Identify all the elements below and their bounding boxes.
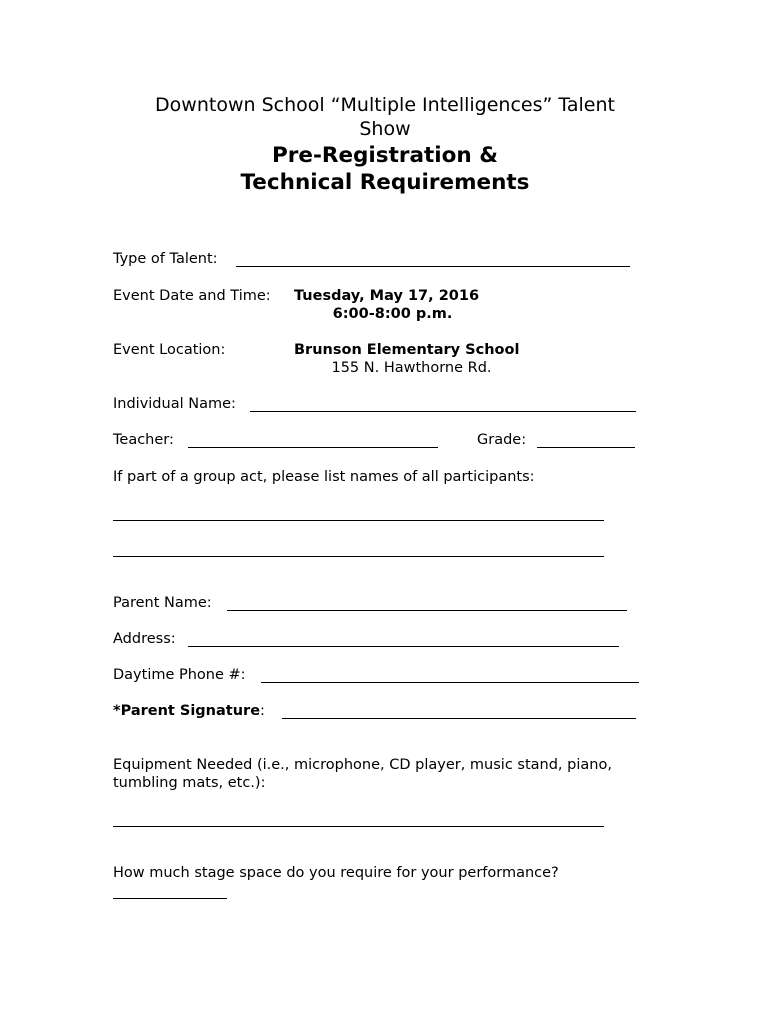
date-label: Event Date and Time: — [113, 288, 271, 304]
form-title-line2: Technical Requirements — [240, 170, 530, 195]
event-date: Tuesday, May 17, 2016 — [294, 288, 480, 304]
teacher-field[interactable] — [188, 447, 438, 448]
participants-field-2[interactable] — [113, 556, 604, 557]
location-name: Brunson Elementary School — [294, 342, 520, 358]
location-address: 155 N. Hawthorne Rd. — [331, 360, 492, 376]
form-title-line1: Pre-Registration & — [272, 143, 498, 168]
event-time: 6:00-8:00 p.m. — [332, 306, 453, 322]
form-title — [120, 142, 650, 196]
location-label: Event Location: — [113, 342, 226, 358]
talent-field[interactable] — [236, 266, 630, 267]
teacher-label: Teacher: — [113, 432, 174, 448]
equipment-prompt-line1: Equipment Needed (i.e., microphone, CD player, music stand, piano, — [113, 757, 612, 773]
talent-label: Type of Talent: — [113, 251, 218, 267]
stage-space-field[interactable] — [113, 898, 227, 899]
address-field[interactable] — [188, 646, 619, 647]
address-label: Address: — [113, 631, 176, 647]
participants-field-1[interactable] — [113, 520, 604, 521]
group-participants-prompt: If part of a group act, please list names of all participants: — [113, 469, 535, 485]
event-title — [120, 93, 650, 141]
signature-label-colon: : — [260, 703, 265, 719]
parent-name-field[interactable] — [227, 610, 627, 611]
equipment-field[interactable] — [113, 826, 604, 827]
parent-signature-label — [113, 702, 265, 720]
grade-label: Grade: — [477, 432, 527, 448]
parent-name-label: Parent Name: — [113, 595, 212, 611]
individual-name-field[interactable] — [250, 411, 636, 412]
parent-signature-field[interactable] — [282, 718, 636, 719]
grade-field[interactable] — [537, 447, 635, 448]
stage-space-prompt: How much stage space do you require for your performance? — [113, 865, 559, 881]
event-title-line1: Downtown School “Multiple Intelligences” Talent — [155, 94, 615, 116]
daytime-phone-label: Daytime Phone #: — [113, 667, 246, 683]
daytime-phone-field[interactable] — [261, 682, 639, 683]
equipment-prompt-line2: tumbling mats, etc.): — [113, 775, 266, 791]
individual-name-label: Individual Name: — [113, 396, 236, 412]
signature-label-text: *Parent Signature — [113, 703, 261, 719]
event-title-line2: Show — [359, 118, 411, 140]
